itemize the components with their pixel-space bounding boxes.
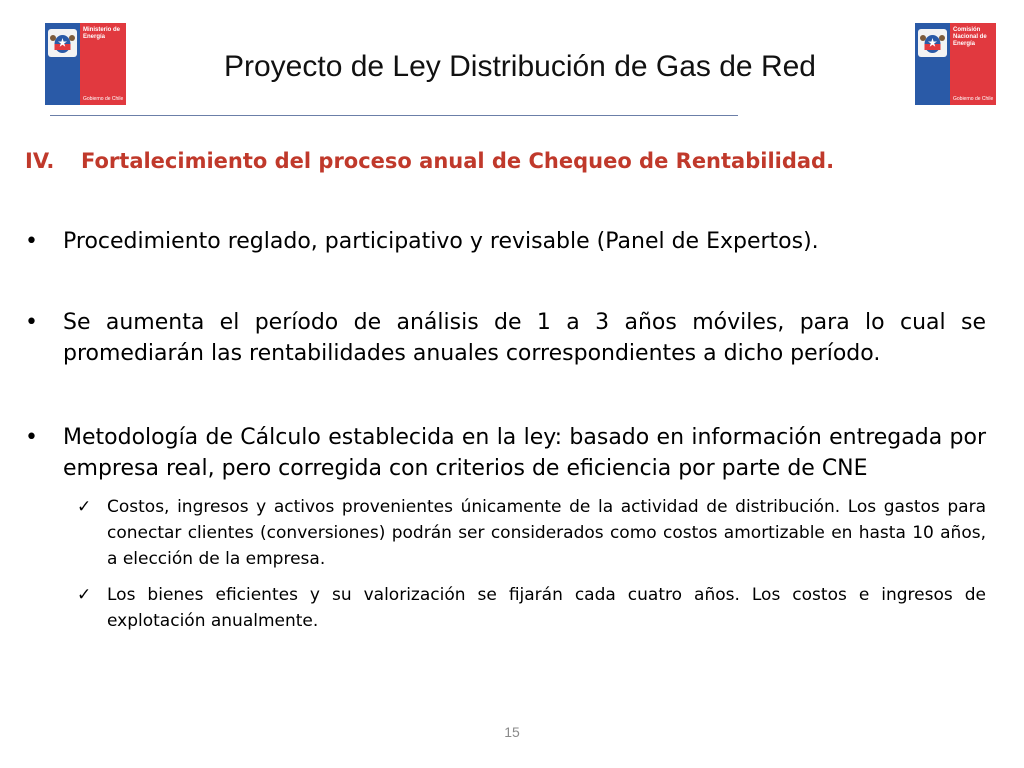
logo-comision-nacional-energia <box>915 23 996 105</box>
section-title: Fortalecimiento del proceso anual de Chequeo de Rentabilidad. <box>81 149 835 173</box>
sub-bullet-text: Costos, ingresos y activos provenientes únicamente de la actividad de distribución. Los gastos para conectar clientes (conversiones) podrán ser considerados como costos amortizable en hasta 10 años, a elección de la empresa. <box>107 497 986 569</box>
checkmark-icon: ✓ <box>77 497 92 517</box>
bullet-text: Se aumenta el período de análisis de 1 a 3 años móviles, para lo cual se promediarán las rentabilidades anuales correspondientes a dicho período. <box>63 310 986 366</box>
logo-text <box>953 27 987 48</box>
logo-line: Nacional de <box>953 34 987 40</box>
section-heading <box>25 148 834 174</box>
bullet-text: Procedimiento reglado, participativo y revisable (Panel de Expertos). <box>63 229 819 254</box>
logo-footer: Gobierno de Chile <box>953 96 994 102</box>
title-divider <box>50 115 738 116</box>
bullet-item <box>25 422 986 484</box>
logo-line: Energía <box>83 34 106 40</box>
logo-blue-band <box>915 23 950 105</box>
section-number: IV. <box>25 149 55 173</box>
logo-red-band <box>80 23 126 105</box>
bullet-dot-icon: • <box>25 425 38 450</box>
sub-bullet-item <box>77 582 986 634</box>
logo-red-band <box>950 23 996 105</box>
slide-title: Proyecto de Ley Distribución de Gas de Red <box>224 50 816 83</box>
logo-line: Energía <box>953 41 976 47</box>
logo-ministerio-energia <box>45 23 126 105</box>
logo-line: Ministerio de <box>83 27 121 33</box>
logo-line: Comisión <box>953 27 981 33</box>
sub-bullet-text: Los bienes eficientes y su valorización se fijarán cada cuatro años. Los costos e ingresos de explotación anualmente. <box>107 585 986 631</box>
checkmark-icon: ✓ <box>77 585 92 605</box>
bullet-dot-icon: • <box>25 310 38 335</box>
coat-of-arms-icon <box>48 29 77 57</box>
logo-footer: Gobierno de Chile <box>83 96 124 102</box>
logo-text <box>83 27 120 41</box>
logo-blue-band <box>45 23 80 105</box>
bullet-item <box>25 226 986 257</box>
coat-of-arms-icon <box>918 29 947 57</box>
bullet-dot-icon: • <box>25 229 38 254</box>
bullet-item <box>25 307 986 369</box>
sub-bullet-item <box>77 494 986 572</box>
bullet-text: Metodología de Cálculo establecida en la ley: basado en información entregada por empresa real, pero corregida con criterios de eficiencia por parte de CNE <box>63 425 986 481</box>
page-number: 15 <box>504 724 520 740</box>
